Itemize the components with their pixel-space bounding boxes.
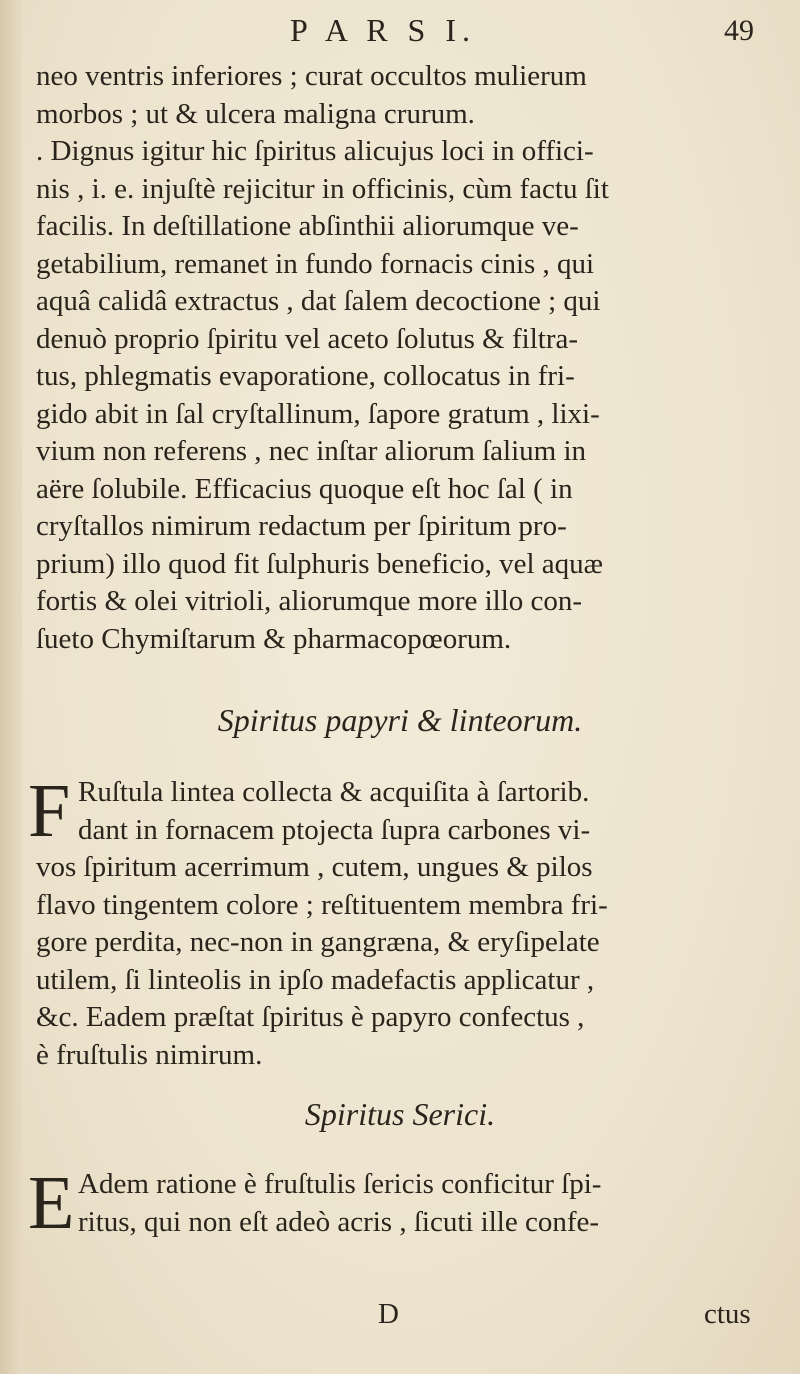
text-line: Ruſtula lintea collecta & acquiſita à ſartorib. (78, 776, 590, 808)
text-line: utilem, ſi linteolis in ipſo madefactis applicatur , (36, 963, 595, 996)
text-line: aëre ſolubile. Efficacius quoque eſt hoc ſal ( in (36, 472, 573, 505)
text-line: &c. Eadem præſtat ſpiritus è papyro confectus , (36, 1001, 585, 1033)
section-heading-serici (0, 1096, 800, 1133)
section-heading-papyri (0, 702, 800, 739)
text-line: flavo tingentem colore ; reſtituentem membra fri- (36, 888, 608, 921)
running-title: P A R S I. (290, 12, 476, 48)
text-line: nis , i. e. injuſtè rejicitur in officinis, cùm factu ſit (36, 172, 609, 205)
section-heading: Spiritus Serici. (304, 1096, 496, 1132)
paragraph-serici (28, 1161, 776, 1245)
text-line: ritus, qui non eſt adeò acris , ſicuti ille confe- (78, 1205, 600, 1238)
text-line: cryſtallos nimirum redactum per ſpiritum pro- (36, 510, 567, 542)
text-line: dant in fornacem ptojecta ſupra carbones vi- (78, 813, 591, 846)
text-line: prium) illo quod fit ſulphuris beneficio, vel aquæ (36, 547, 604, 580)
page-gutter (0, 0, 22, 1374)
text-line: fortis & olei vitrioli, aliorumque more illo con- (36, 585, 583, 617)
page-number: 49 (724, 14, 754, 47)
text-line: neo ventris inferiores ; curat occultos mulierum (36, 60, 587, 92)
text-line: vos ſpiritum acerrimum , cutem, ungues & pilos (36, 851, 593, 883)
text-line: gore perdita, nec-non in gangræna, & eryſipelate (36, 926, 600, 958)
text-line: ſueto Chymiſtarum & pharmacopœorum. (36, 622, 512, 655)
page-header (0, 12, 800, 56)
drop-cap: F (28, 769, 71, 853)
catchword: ctus (704, 1298, 751, 1330)
paragraph-1 (36, 58, 776, 658)
text-line: aquâ calidâ extractus , dat ſalem decoctione ; qui (36, 285, 601, 317)
text-line: morbos ; ut & ulcera maligna crurum. (36, 97, 475, 130)
text-line: facilis. In deſtillatione abſinthii aliorumque ve- (36, 210, 579, 242)
drop-cap: E (28, 1161, 75, 1245)
text-line: . Dignus igitur hic ſpiritus alicujus loci in offici- (36, 135, 594, 167)
text-line: tus, phlegmatis evaporatione, collocatus in fri- (36, 360, 575, 392)
paragraph-papyri (28, 769, 776, 1074)
text-line: vium non referens , nec inſtar aliorum ſalium in (36, 435, 587, 467)
text-line: gido abit in ſal cryſtallinum, ſapore gratum , lixi- (36, 397, 600, 430)
text-line: è fruſtulis nimirum. (36, 1038, 263, 1071)
text-line: denuò proprio ſpiritu vel aceto ſolutus & filtra- (36, 322, 579, 355)
section-heading: Spiritus papyri & linteorum. (217, 702, 583, 738)
text-line: getabilium, remanet in fundo fornacis cinis , qui (36, 247, 595, 280)
signature-mark: D (378, 1298, 399, 1330)
text-line: Adem ratione è fruſtulis ſericis conficitur ſpi- (78, 1168, 602, 1200)
